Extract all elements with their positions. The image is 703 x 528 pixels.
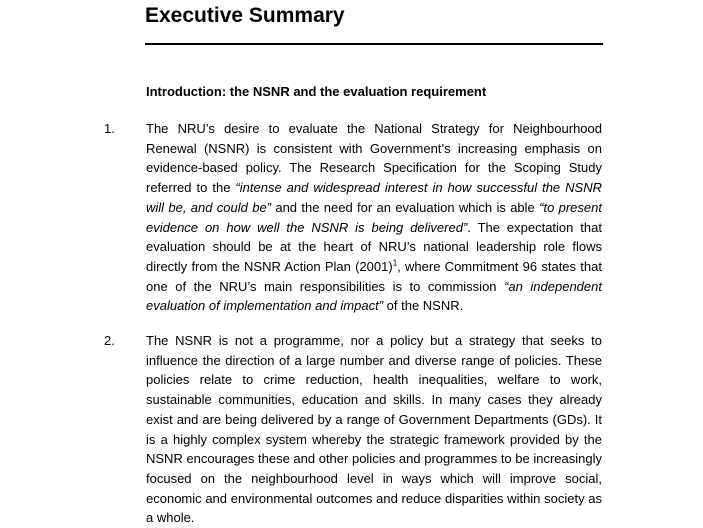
page-title: Executive Summary: [145, 4, 345, 27]
footnote-reference: 1: [392, 258, 398, 268]
title-divider: [145, 43, 603, 45]
text-segment: The NRU’s desire to evaluate the National Strategy for Neighbourhood Renewal (NSNR) is consistent with Government’s increasing emphasis on evidence-based policy. The Research Specification for the Scoping Study referred to the: [146, 121, 602, 196]
italic-quote: “to present evidence on how well the NSNR is being delivered”: [146, 199, 602, 235]
text-segment: and the need for an evaluation which is able: [271, 199, 540, 215]
text-segment: . The expectation that evaluation should be at the heart of NRU’s national leadership role flows directly from the NSNR Action Plan (2001): [146, 219, 602, 274]
paragraph-text: [146, 331, 602, 528]
paragraph-number: 2.: [104, 333, 115, 348]
italic-quote: “intense and widespread interest in how successful the NSNR will be, and could be”: [146, 180, 602, 215]
italic-quote: “an independent evaluation of implementation and impact”: [146, 278, 602, 314]
paragraph-number: 1.: [104, 121, 115, 136]
section-heading: Introduction: the NSNR and the evaluation requirement: [146, 84, 487, 99]
paragraph-text: [146, 119, 602, 316]
text-segment: The NSNR is not a programme, nor a policy but a strategy that seeks to influence the direction of a large number and diverse range of policies. These policies relate to crime reduction, health inequalities, welfare to work, sustainable communities, education and skills. In many cases they already exist and are being delivered by a range of Government Departments (GDs). It is a highly complex system whereby the strategic framework provided by the NSNR encourages these and other policies and programmes to be increasingly focused on the neighbourhood level in ways which will improve social, economic and environmental outcomes and reduce disparities within society as a whole.: [146, 333, 602, 526]
text-segment: of the NSNR.: [383, 298, 464, 314]
text-segment: , where Commitment 96 states that one of the NRU’s main responsibilities is to commission: [146, 258, 602, 294]
